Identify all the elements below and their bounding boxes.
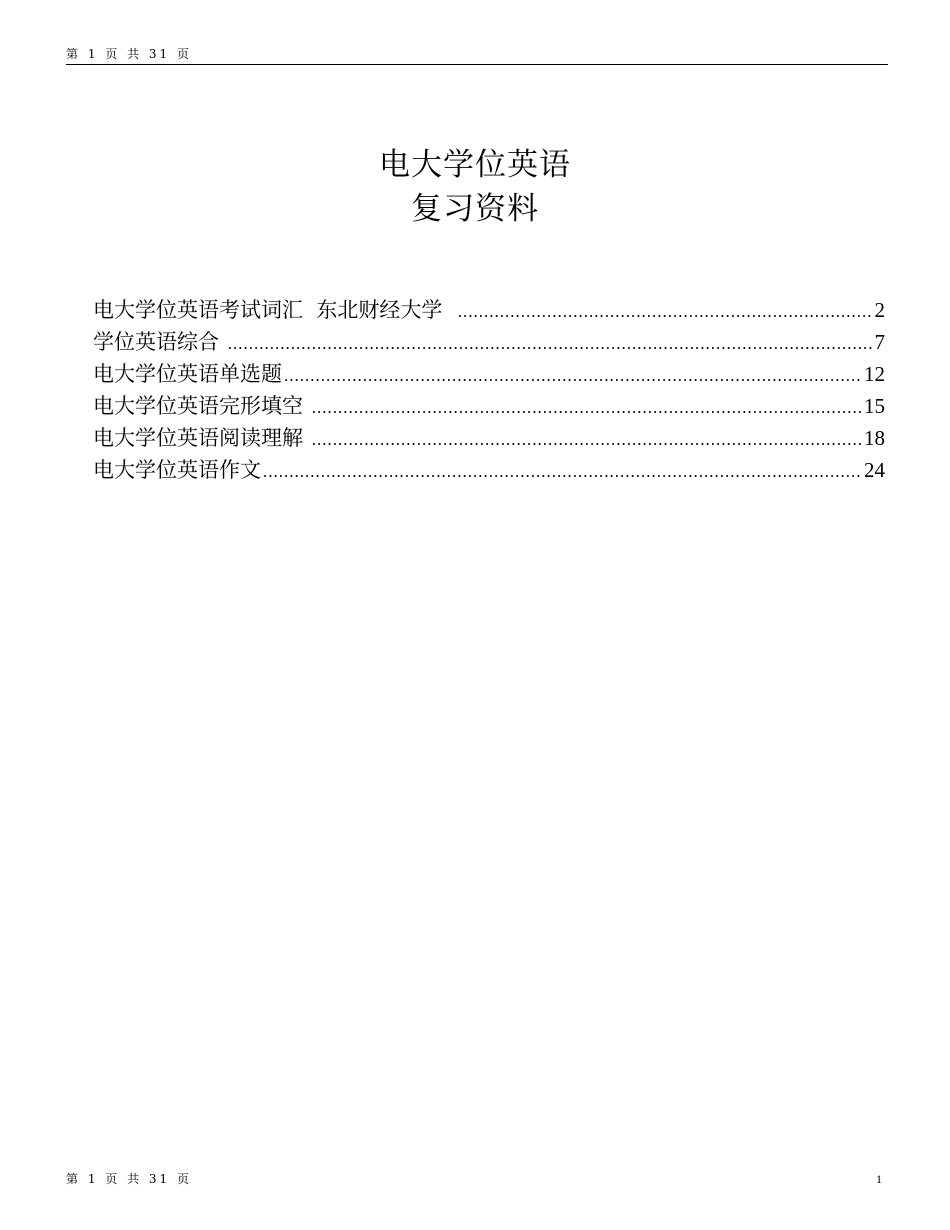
running-header: 第 1 页 共 31 页: [66, 47, 192, 61]
title-line-1: 电大学位英语: [379, 147, 571, 183]
toc-entry-title: 学位英语综合: [93, 330, 226, 354]
toc-entry[interactable]: [93, 390, 885, 422]
header-divider: [66, 64, 888, 65]
toc-entry-title: 电大学位英语考试词汇 东北财经大学: [93, 298, 456, 322]
document-title: [0, 143, 950, 231]
toc-entry-page: 24: [864, 458, 885, 482]
toc-entry[interactable]: [93, 454, 885, 486]
toc-entry-title: 电大学位英语阅读理解: [93, 426, 310, 450]
toc-entry-title: 电大学位英语完形填空: [93, 394, 310, 418]
toc-dot-leader: [312, 424, 862, 456]
toc-entry-page: 12: [864, 362, 885, 386]
toc-entry[interactable]: [93, 358, 885, 390]
toc-entry-title: 电大学位英语单选题: [93, 362, 282, 386]
running-footer: 第 1 页 共 31 页: [66, 1172, 192, 1186]
toc-entry-page: 2: [874, 298, 885, 322]
toc-dot-leader: [263, 456, 862, 488]
toc-entry[interactable]: [93, 422, 885, 454]
toc-entry-page: 18: [864, 426, 885, 450]
table-of-contents: [93, 294, 885, 486]
title-line-2: 复习资料: [411, 191, 539, 227]
page-number: 1: [876, 1172, 882, 1186]
toc-dot-leader: [228, 328, 873, 360]
toc-entry-title: 电大学位英语作文: [93, 458, 261, 482]
toc-entry-page: 15: [864, 394, 885, 418]
toc-dot-leader: [458, 296, 873, 328]
toc-entry[interactable]: [93, 294, 885, 326]
toc-entry-page: 7: [874, 330, 885, 354]
toc-dot-leader: [312, 392, 862, 424]
toc-dot-leader: [284, 360, 862, 392]
toc-entry[interactable]: [93, 326, 885, 358]
